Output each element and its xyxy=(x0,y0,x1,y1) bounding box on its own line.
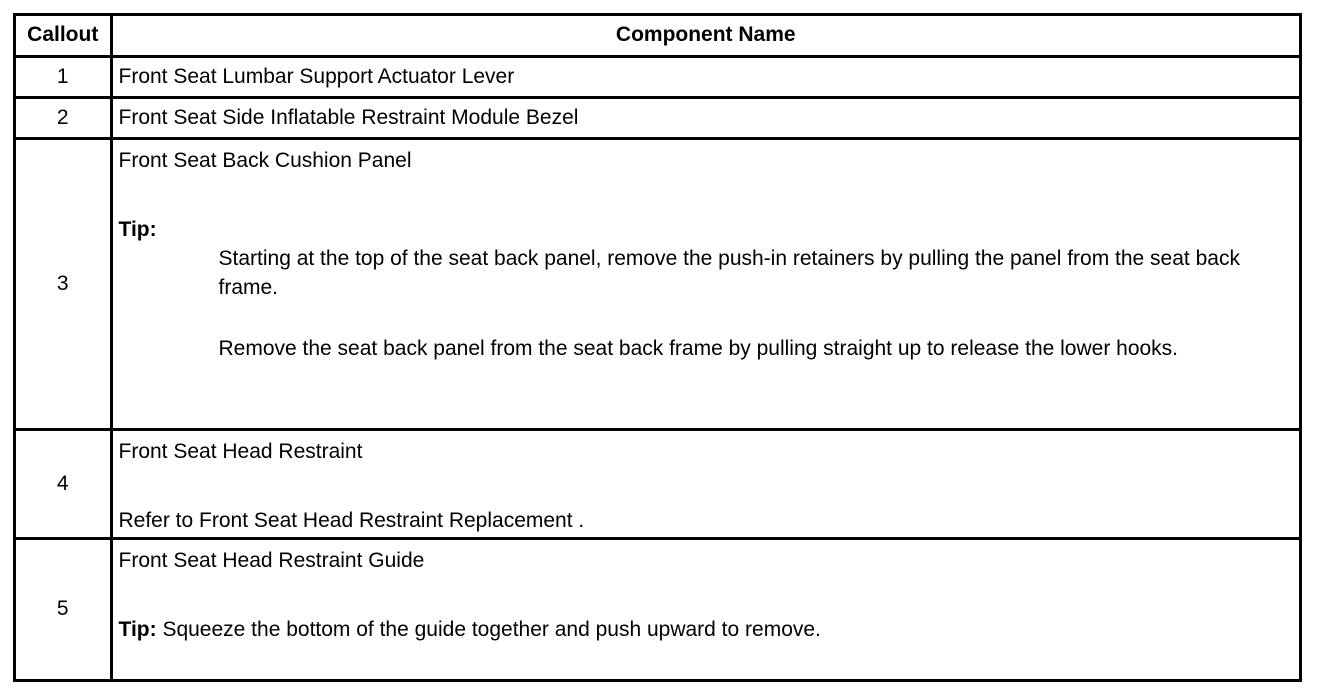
tip-text: Squeeze the bottom of the guide together and push upward to remove. xyxy=(156,617,821,641)
component-name: Front Seat Head Restraint xyxy=(118,440,363,464)
table-row xyxy=(16,538,1299,679)
component-cell xyxy=(111,538,1299,679)
header-callout: Callout xyxy=(16,16,111,56)
tip-paragraph: Starting at the top of the seat back panel, remove the push-in retainers by pulling the panel from the seat back frame. xyxy=(218,247,1240,300)
component-name: Front Seat Head Restraint Guide xyxy=(118,548,425,572)
component-cell xyxy=(111,430,1299,538)
tip-label: Tip: xyxy=(118,218,157,242)
callout-number: 5 xyxy=(16,538,111,679)
table-row xyxy=(16,430,1299,538)
callout-number: 2 xyxy=(16,97,111,138)
component-table xyxy=(16,16,1299,679)
table-row xyxy=(16,97,1299,138)
table-row xyxy=(16,56,1299,97)
component-name: Front Seat Back Cushion Panel xyxy=(118,149,412,173)
component-name: Front Seat Lumbar Support Actuator Lever xyxy=(111,56,1299,97)
reference-note: Refer to Front Seat Head Restraint Replacement . xyxy=(118,509,585,533)
component-cell xyxy=(111,139,1299,430)
component-name: Front Seat Side Inflatable Restraint Module Bezel xyxy=(111,97,1299,138)
callout-number: 4 xyxy=(16,430,111,538)
table-header-row xyxy=(16,16,1299,56)
table-row xyxy=(16,139,1299,430)
component-table-frame xyxy=(13,13,1302,682)
callout-number: 3 xyxy=(16,139,111,430)
callout-number: 1 xyxy=(16,56,111,97)
tip-line xyxy=(119,615,1294,644)
tip-label: Tip: xyxy=(118,617,157,641)
tip-paragraph: Remove the seat back panel from the seat back frame by pulling straight up to release the lower hooks. xyxy=(218,337,1179,361)
header-component-name: Component Name xyxy=(111,16,1299,56)
tip-block xyxy=(119,215,1294,363)
